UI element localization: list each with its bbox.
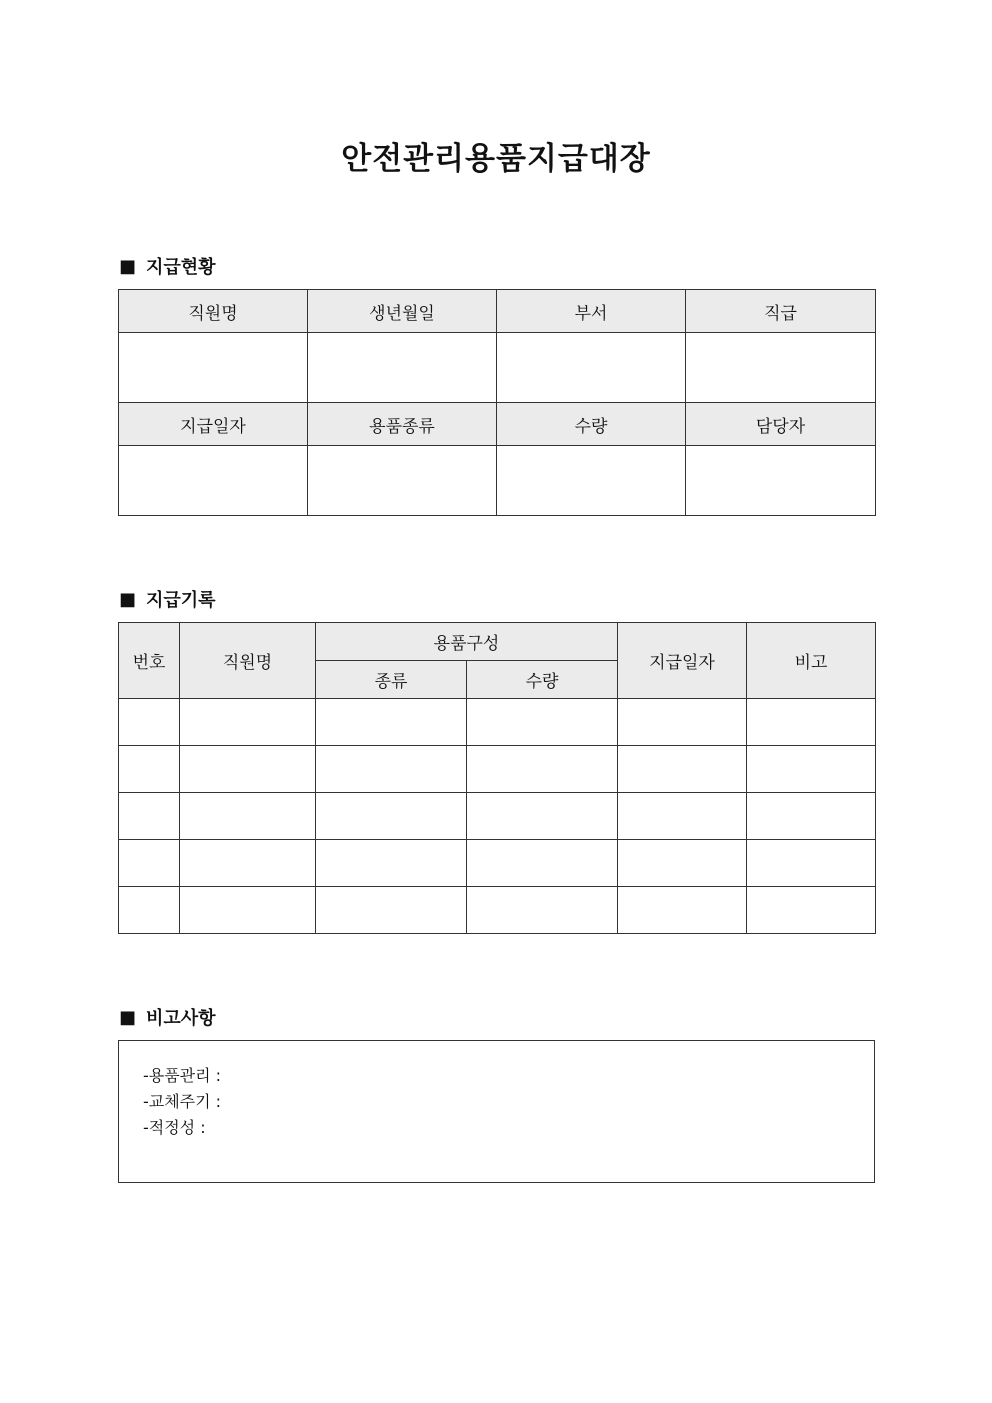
section-title: 지급기록 xyxy=(146,590,216,611)
header-birth-date: 생년월일 xyxy=(308,290,497,333)
cell-issue-date[interactable] xyxy=(618,840,747,887)
issue-records-table xyxy=(118,622,876,934)
section-title: 비고사항 xyxy=(146,1008,216,1029)
header-kind: 종류 xyxy=(316,661,467,699)
table-row xyxy=(119,699,876,746)
table-row xyxy=(119,887,876,934)
cell-quantity[interactable] xyxy=(467,699,618,746)
cell-note[interactable] xyxy=(747,699,876,746)
header-quantity: 수량 xyxy=(497,403,686,446)
header-position: 직급 xyxy=(686,290,876,333)
header-note: 비고 xyxy=(747,623,876,699)
cell-manager[interactable] xyxy=(686,446,876,516)
cell-position[interactable] xyxy=(686,333,876,403)
cell-employee-name[interactable] xyxy=(180,746,316,793)
cell-number[interactable] xyxy=(119,699,180,746)
cell-number[interactable] xyxy=(119,840,180,887)
cell-quantity[interactable] xyxy=(467,746,618,793)
remark-replacement-cycle: -교체주기 : xyxy=(143,1092,222,1111)
square-bullet-icon: ■ xyxy=(119,588,137,610)
header-department: 부서 xyxy=(497,290,686,333)
section-title: 지급현황 xyxy=(146,257,216,278)
cell-employee-name[interactable] xyxy=(180,887,316,934)
remark-item-management: -용품관리 : xyxy=(143,1066,222,1085)
cell-note[interactable] xyxy=(747,887,876,934)
header-number: 번호 xyxy=(119,623,180,699)
cell-employee-name[interactable] xyxy=(119,333,308,403)
table-row xyxy=(119,840,876,887)
remarks-box[interactable] xyxy=(118,1040,875,1183)
header-item-type: 용품종류 xyxy=(308,403,497,446)
table-row xyxy=(119,746,876,793)
cell-note[interactable] xyxy=(747,840,876,887)
header-issue-date: 지급일자 xyxy=(119,403,308,446)
cell-note[interactable] xyxy=(747,793,876,840)
section-heading-records xyxy=(119,586,216,612)
header-item-composition: 용품구성 xyxy=(316,623,618,661)
cell-number[interactable] xyxy=(119,887,180,934)
cell-quantity[interactable] xyxy=(467,840,618,887)
cell-issue-date[interactable] xyxy=(618,699,747,746)
header-employee-name: 직원명 xyxy=(119,290,308,333)
page-title: 안전관리용품지급대장 xyxy=(341,141,651,177)
cell-birth-date[interactable] xyxy=(308,333,497,403)
cell-issue-date[interactable] xyxy=(618,887,747,934)
cell-quantity[interactable] xyxy=(467,793,618,840)
square-bullet-icon: ■ xyxy=(119,1006,137,1028)
section-heading-status xyxy=(119,253,216,279)
header-quantity: 수량 xyxy=(467,661,618,699)
cell-kind[interactable] xyxy=(316,699,467,746)
cell-number[interactable] xyxy=(119,793,180,840)
remark-adequacy: -적정성 : xyxy=(143,1118,206,1137)
cell-department[interactable] xyxy=(497,333,686,403)
cell-number[interactable] xyxy=(119,746,180,793)
header-employee-name: 직원명 xyxy=(180,623,316,699)
cell-employee-name[interactable] xyxy=(180,699,316,746)
table-row xyxy=(119,793,876,840)
square-bullet-icon: ■ xyxy=(119,255,137,277)
cell-issue-date[interactable] xyxy=(119,446,308,516)
cell-note[interactable] xyxy=(747,746,876,793)
section-heading-remarks xyxy=(119,1004,216,1030)
cell-quantity[interactable] xyxy=(467,887,618,934)
cell-quantity[interactable] xyxy=(497,446,686,516)
cell-employee-name[interactable] xyxy=(180,793,316,840)
header-issue-date: 지급일자 xyxy=(618,623,747,699)
cell-kind[interactable] xyxy=(316,887,467,934)
header-manager: 담당자 xyxy=(686,403,876,446)
issue-status-table xyxy=(118,289,876,516)
cell-kind[interactable] xyxy=(316,793,467,840)
cell-issue-date[interactable] xyxy=(618,746,747,793)
cell-item-type[interactable] xyxy=(308,446,497,516)
cell-kind[interactable] xyxy=(316,840,467,887)
cell-kind[interactable] xyxy=(316,746,467,793)
cell-employee-name[interactable] xyxy=(180,840,316,887)
cell-issue-date[interactable] xyxy=(618,793,747,840)
